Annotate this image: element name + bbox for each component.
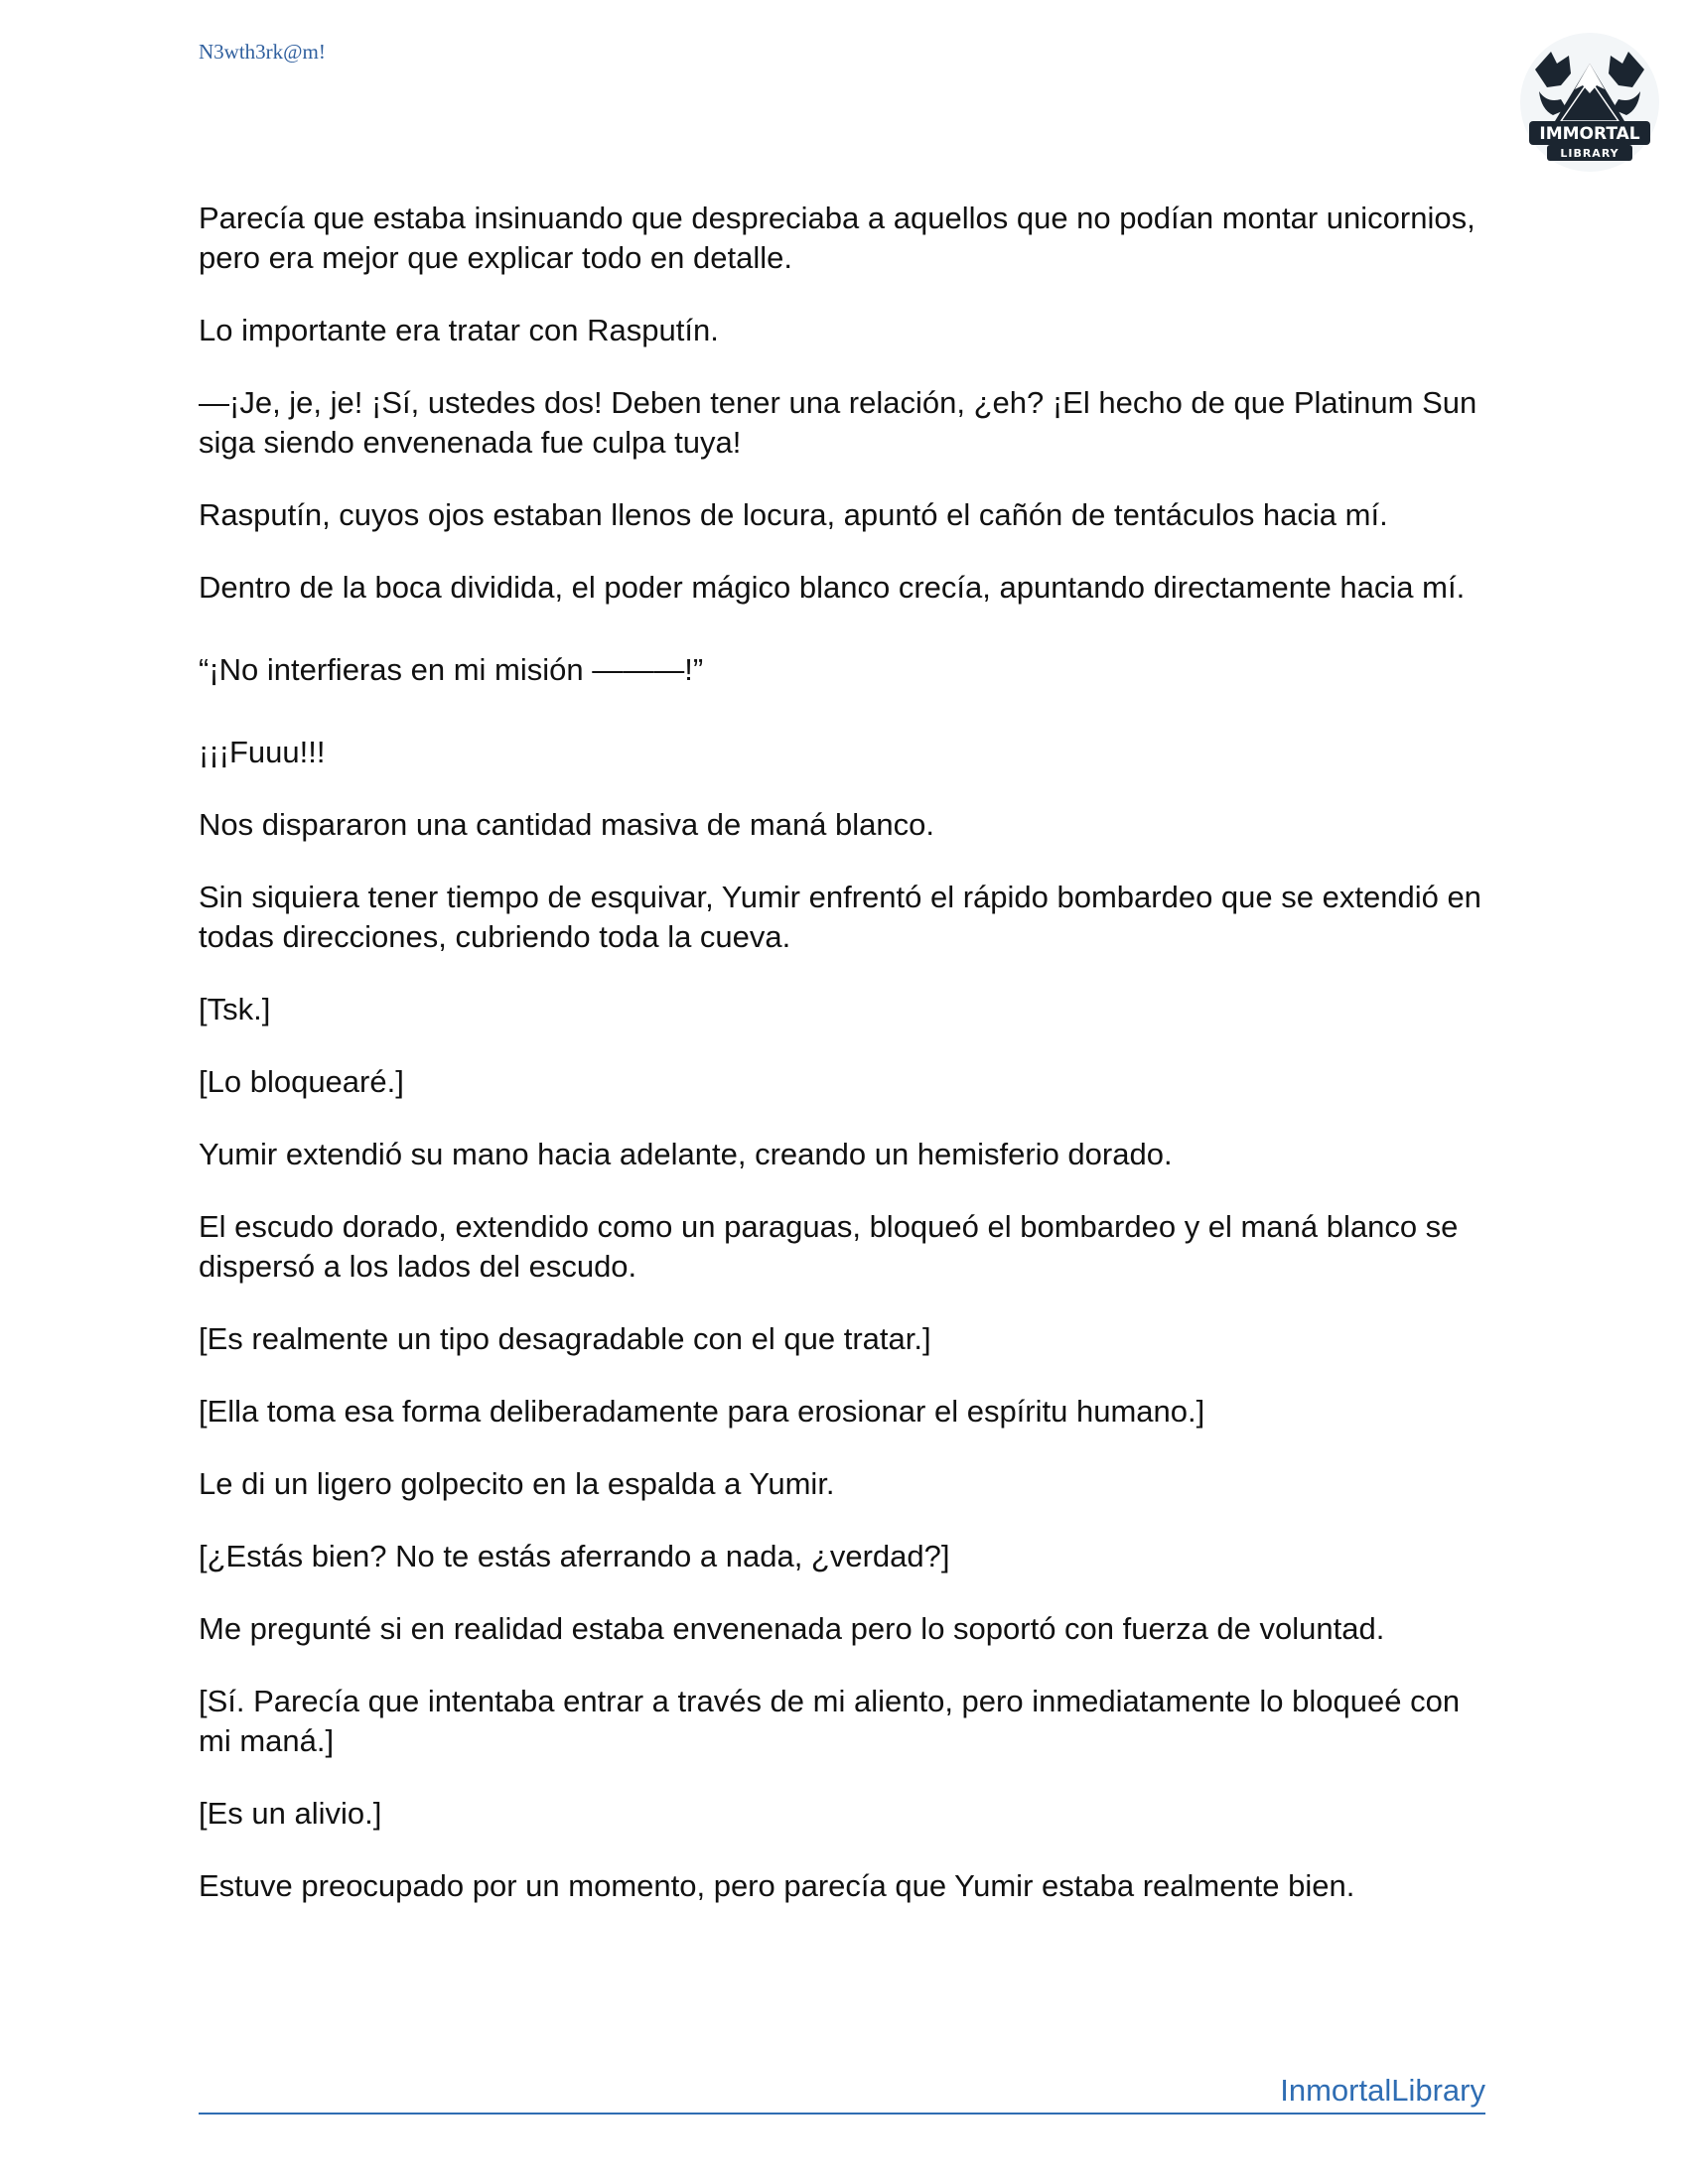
- paragraph: [Lo bloquearé.]: [199, 1064, 404, 1099]
- paragraph: Estuve preocupado por un momento, pero parecía que Yumir estaba realmente bien.: [199, 1868, 1355, 1903]
- paragraph: [Es un alivio.]: [199, 1796, 382, 1831]
- paragraph: [Es realmente un tipo desagradable con el que tratar.]: [199, 1321, 931, 1356]
- header-watermark: N3wth3rk@m!: [199, 40, 326, 64]
- paragraph: [¿Estás bien? No te estás aferrando a nada, ¿verdad?]: [199, 1539, 950, 1573]
- paragraph: Rasputín, cuyos ojos estaban llenos de locura, apuntó el cañón de tentáculos hacia mí.: [199, 497, 1388, 532]
- paragraph: [Ella toma esa forma deliberadamente para erosionar el espíritu humano.]: [199, 1394, 1205, 1429]
- logo-line1: IMMORTAL: [1539, 124, 1640, 144]
- paragraph: —¡Je, je, je! ¡Sí, ustedes dos! Deben tener una relación, ¿eh? ¡El hecho de que Platinum Sun siga siendo envenenada fue culpa tuya!: [199, 385, 1477, 460]
- paragraph: Parecía que estaba insinuando que despreciaba a aquellos que no podían montar unicornios, pero era mejor que explicar todo en detalle.: [199, 201, 1476, 275]
- paragraph: El escudo dorado, extendido como un paraguas, bloqueó el bombardeo y el maná blanco se dispersó a los lados del escudo.: [199, 1209, 1459, 1284]
- chapter-body: [199, 199, 1499, 1939]
- paragraph: [Tsk.]: [199, 992, 271, 1026]
- paragraph: Lo importante era tratar con Rasputín.: [199, 313, 719, 347]
- paragraph: Sin siquiera tener tiempo de esquivar, Yumir enfrentó el rápido bombardeo que se extendió en todas direcciones, cubriendo toda la cueva.: [199, 880, 1481, 954]
- paragraph: Yumir extendió su mano hacia adelante, creando un hemisferio dorado.: [199, 1137, 1173, 1171]
- paragraph: Me pregunté si en realidad estaba envenenada pero lo soportó con fuerza de voluntad.: [199, 1611, 1385, 1646]
- paragraph: Le di un ligero golpecito en la espalda a Yumir.: [199, 1466, 835, 1501]
- paragraph: ¡¡¡Fuuu!!!: [199, 735, 326, 769]
- paragraph: “¡No interfieras en mi misión ———!”: [199, 652, 704, 687]
- footer-link-inmortal-library[interactable]: InmortalLibrary: [1280, 2073, 1485, 2108]
- paragraph: Nos dispararon una cantidad masiva de maná blanco.: [199, 807, 935, 842]
- paragraph: Dentro de la boca dividida, el poder mágico blanco crecía, apuntando directamente hacia mí.: [199, 570, 1466, 605]
- footer-rule: [199, 2073, 1485, 2115]
- logo-line2: LIBRARY: [1560, 147, 1619, 160]
- paragraph: [Sí. Parecía que intentaba entrar a través de mi aliento, pero inmediatamente lo bloqueé con mi maná.]: [199, 1684, 1461, 1758]
- immortal-library-logo-icon: [1517, 30, 1662, 175]
